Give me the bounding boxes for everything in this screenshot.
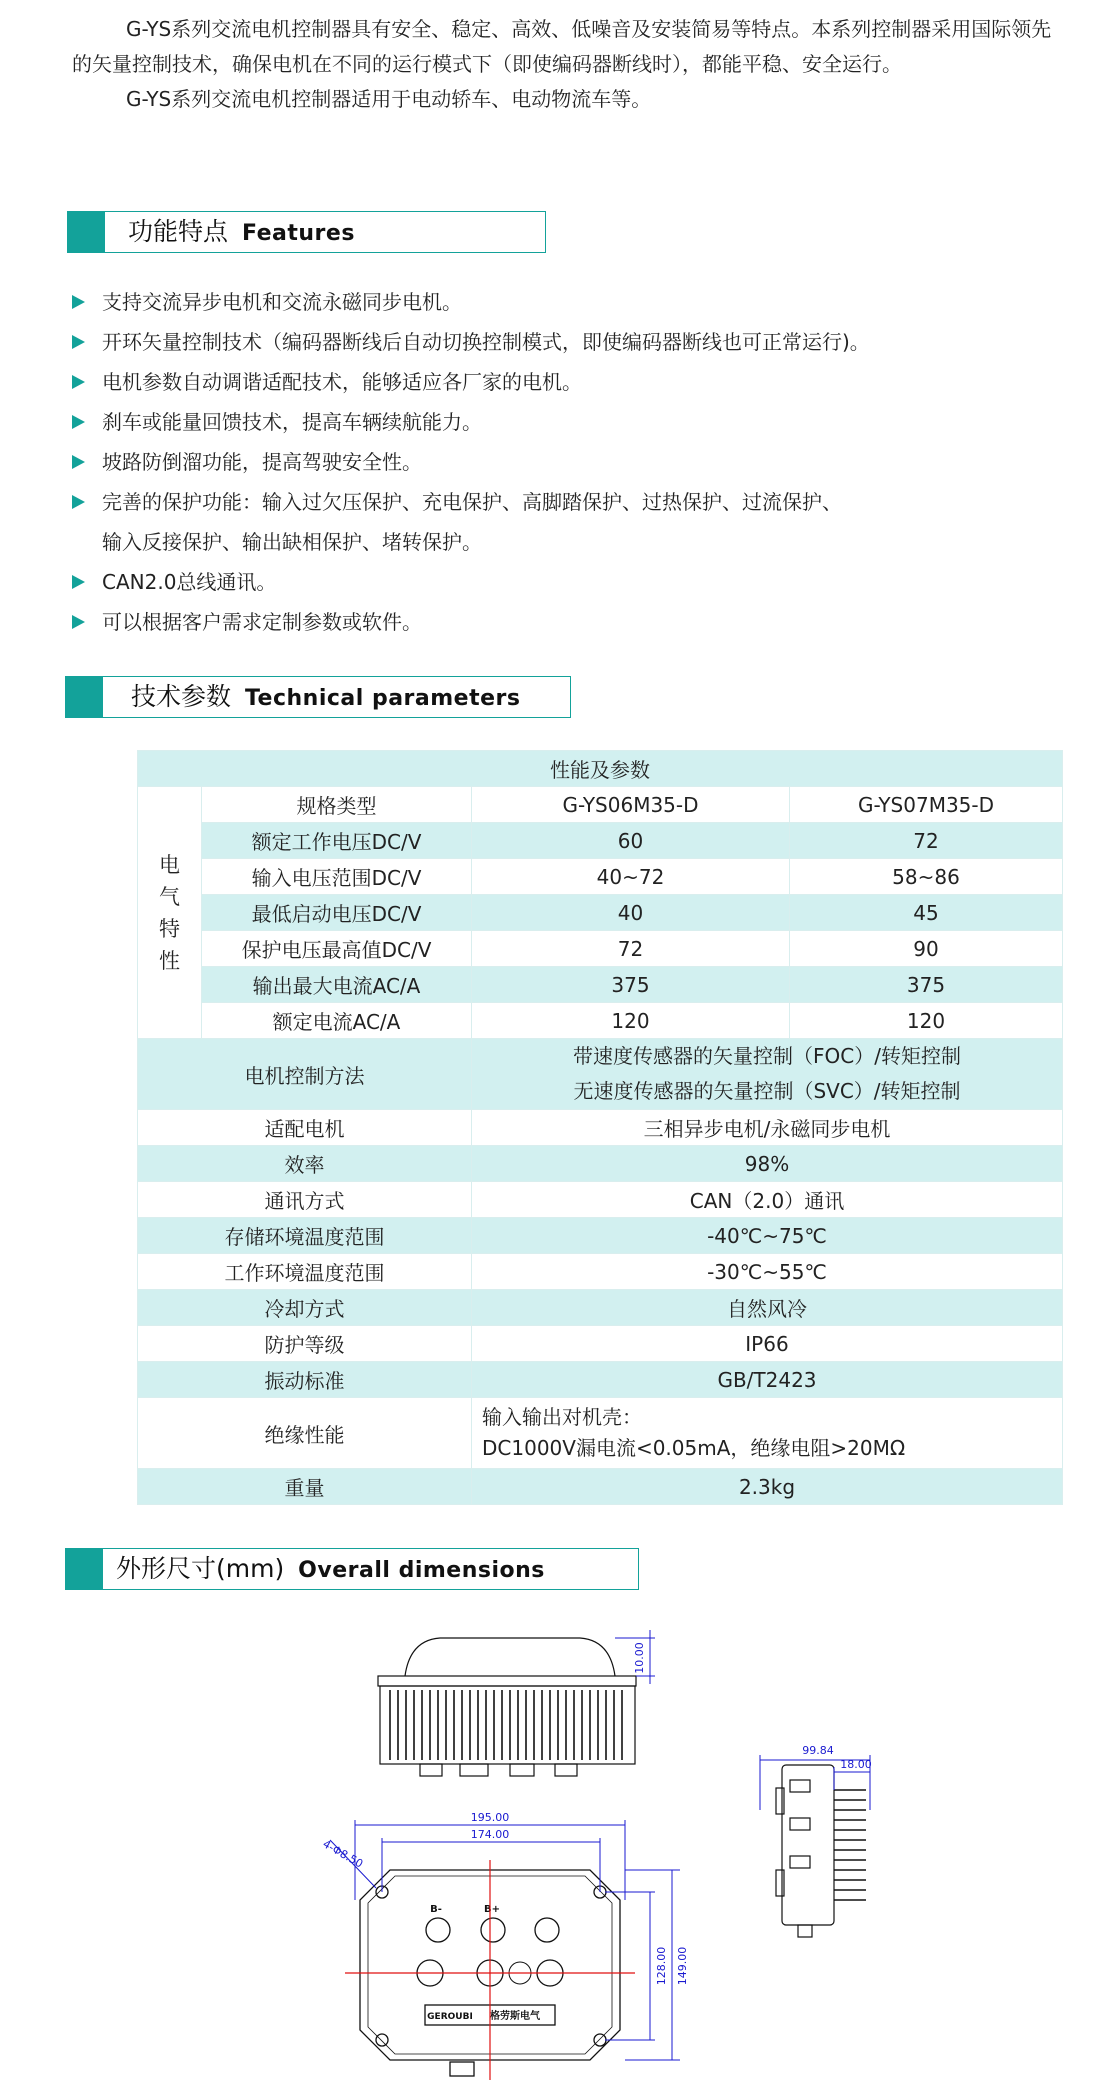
electric-characteristics-label: 电 气 特 性 xyxy=(138,787,202,1039)
dimension-drawing xyxy=(310,1610,930,2096)
feature-item: 电机参数自动调谐适配技术，能够适应各厂家的电机。 xyxy=(72,362,1062,402)
bullet-triangle-icon xyxy=(72,295,85,309)
section-title: 功能特点 Features xyxy=(128,217,355,246)
front-dimensions xyxy=(330,1820,680,2060)
feature-item: 刹车或能量回馈技术，提高车辆续航能力。 xyxy=(72,402,1062,442)
table-cell: 三相异步电机/永磁同步电机 xyxy=(472,1110,1063,1146)
table-cell: 输入输出对机壳： DC1000V漏电流<0.05mA，绝缘电阻>20MΩ xyxy=(472,1398,1063,1469)
top-view xyxy=(378,1638,636,1776)
section-title: 外形尺寸(mm) Overall dimensions xyxy=(116,1554,545,1583)
table-cell: 自然风冷 xyxy=(472,1290,1063,1326)
section-accent-bar xyxy=(65,676,103,718)
dimensions-section-header xyxy=(65,1548,639,1590)
dim-label-side-fin: 18.00 xyxy=(840,1758,872,1771)
model-name: G-YS06M35-D xyxy=(472,787,790,823)
table-cell: GB/T2423 xyxy=(472,1362,1063,1398)
feature-item: 开环矢量控制技术（编码器断线后自动切换控制模式，即使编码器断线也可正常运行)。 xyxy=(72,322,1062,362)
bullet-triangle-icon xyxy=(72,415,85,429)
table-row-label: 工作环境温度范围 xyxy=(138,1254,472,1290)
table-cell: -30℃~55℃ xyxy=(472,1254,1063,1290)
table-cell: 375 xyxy=(790,967,1063,1003)
feature-item-continued: 输入反接保护、输出缺相保护、堵转保护。 xyxy=(102,530,482,554)
table-row-label: 重量 xyxy=(138,1469,472,1505)
bullet-triangle-icon xyxy=(72,495,85,509)
table-cell: 40 xyxy=(472,895,790,931)
side-view xyxy=(776,1765,866,1937)
table-row-label: 保护电压最高值DC/V xyxy=(202,931,472,967)
model-label: 规格类型 xyxy=(202,787,472,823)
brand-logo-cn: 格劳斯电气 xyxy=(490,2011,540,2022)
table-cell: 120 xyxy=(790,1003,1063,1039)
table-row-label: 适配电机 xyxy=(138,1110,472,1146)
model-name: G-YS07M35-D xyxy=(790,787,1063,823)
table-row-label: 电机控制方法 xyxy=(138,1039,472,1110)
table-cell: 72 xyxy=(790,823,1063,859)
table-row-label: 振动标准 xyxy=(138,1362,472,1398)
feature-item: 支持交流异步电机和交流永磁同步电机。 xyxy=(72,282,1062,322)
table-row-label: 最低启动电压DC/V xyxy=(202,895,472,931)
table-row-label: 输出最大电流AC/A xyxy=(202,967,472,1003)
feature-item: 坡路防倒溜功能，提高驾驶安全性。 xyxy=(72,442,1062,482)
table-cell: 40~72 xyxy=(472,859,790,895)
table-row-label: 防护等级 xyxy=(138,1326,472,1362)
intro-paragraph-1: G-YS系列交流电机控制器具有安全、稳定、高效、低噪音及安装简易等特点。本系列控制器采用国际领先的矢量控制技术，确保电机在不同的运行模式下（即使编码器断线时），都能平稳、安全运行。 xyxy=(72,17,1052,76)
table-cell: 58~86 xyxy=(790,859,1063,895)
table-header: 性能及参数 xyxy=(138,751,1063,787)
feature-item: CAN2.0总线通讯。 xyxy=(72,562,1062,602)
terminal-label-minus: B- xyxy=(430,1904,442,1915)
dim-label-top-height: 10.00 xyxy=(633,1642,646,1674)
dim-label-hole: 4-Φ8.50 xyxy=(320,1837,366,1871)
table-cell: 120 xyxy=(472,1003,790,1039)
terminal-label-plus: B+ xyxy=(483,1904,501,1915)
dim-label-inner-height: 128.00 xyxy=(655,1946,668,1986)
feature-item: 可以根据客户需求定制参数或软件。 xyxy=(72,602,1062,642)
bullet-triangle-icon xyxy=(72,575,85,589)
bullet-triangle-icon xyxy=(72,615,85,629)
table-cell: -40℃~75℃ xyxy=(472,1218,1063,1254)
section-title: 技术参数 Technical parameters xyxy=(131,682,521,711)
features-section-header xyxy=(67,211,546,253)
table-cell: 98% xyxy=(472,1146,1063,1182)
features-list xyxy=(72,282,1062,642)
tech-params-section-header xyxy=(65,676,571,718)
table-row-label: 输入电压范围DC/V xyxy=(202,859,472,895)
table-cell: 2.3kg xyxy=(472,1469,1063,1505)
table-row-label: 效率 xyxy=(138,1146,472,1182)
table-row-label: 通讯方式 xyxy=(138,1182,472,1218)
table-cell: IP66 xyxy=(472,1326,1063,1362)
spec-table xyxy=(137,750,1063,1505)
table-cell: 72 xyxy=(472,931,790,967)
table-row-label: 额定工作电压DC/V xyxy=(202,823,472,859)
feature-item: 完善的保护功能：输入过欠压保护、充电保护、高脚踏保护、过热保护、过流保护、 输入反接保护、输出缺相保护、堵转保护。 xyxy=(72,482,1062,562)
dim-label-outer-height: 149.00 xyxy=(676,1946,689,1986)
section-accent-bar xyxy=(65,1548,103,1590)
section-accent-bar xyxy=(67,211,105,253)
table-row-label: 绝缘性能 xyxy=(138,1398,472,1469)
table-row-label: 冷却方式 xyxy=(138,1290,472,1326)
table-cell: 375 xyxy=(472,967,790,1003)
dim-label-inner-width: 174.00 xyxy=(470,1828,510,1841)
table-cell: CAN（2.0）通讯 xyxy=(472,1182,1063,1218)
brand-logo: GEROUBI xyxy=(427,2012,473,2022)
table-cell: 60 xyxy=(472,823,790,859)
bullet-triangle-icon xyxy=(72,335,85,349)
table-cell: 90 xyxy=(790,931,1063,967)
table-cell: 45 xyxy=(790,895,1063,931)
table-row-label: 存储环境温度范围 xyxy=(138,1218,472,1254)
bullet-triangle-icon xyxy=(72,455,85,469)
bullet-triangle-icon xyxy=(72,375,85,389)
dim-label-side-width: 99.84 xyxy=(802,1744,834,1757)
table-row-label: 额定电流AC/A xyxy=(202,1003,472,1039)
intro-text xyxy=(72,12,1062,117)
dim-label-outer-width: 195.00 xyxy=(470,1811,510,1824)
table-cell: 带速度传感器的矢量控制（FOC）/转矩控制 无速度传感器的矢量控制（SVC）/转矩控制 xyxy=(472,1039,1063,1110)
intro-paragraph-2: G-YS系列交流电机控制器适用于电动轿车、电动物流车等。 xyxy=(126,87,652,111)
